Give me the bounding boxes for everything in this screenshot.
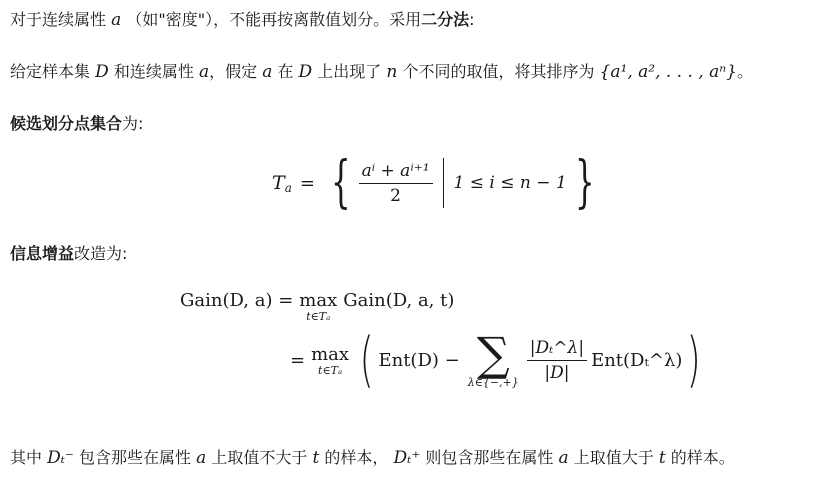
operator-sum: ∑ λ∈{−,+} xyxy=(467,327,519,389)
text: （如"密度"），不能再按离散值划分。采用 xyxy=(126,10,422,29)
math-var-D: D xyxy=(298,62,313,82)
math-equals: = xyxy=(290,349,306,371)
math-entropy: Ent(D) − xyxy=(378,349,460,371)
text: 。 xyxy=(736,62,753,81)
math-var-a: a xyxy=(196,448,207,468)
math-D-plus: Dₜ⁺ xyxy=(393,448,421,468)
paragraph-continuous-attribute xyxy=(10,8,474,32)
paragraph-candidate-points xyxy=(10,112,143,136)
math-gain-rhs: Gain(D, a, t) xyxy=(343,290,455,311)
fraction-midpoint xyxy=(359,161,433,206)
bold-term-info-gain: 信息增益 xyxy=(10,244,75,263)
math-var-t: t xyxy=(312,448,320,468)
max-subscript: t∈Tₐ xyxy=(318,363,343,377)
math-var-t: t xyxy=(658,448,666,468)
equation-gain-line1 xyxy=(180,290,454,323)
bold-term-candidate-set: 候选划分点集合 xyxy=(10,114,123,133)
text: 的样本， xyxy=(324,448,389,467)
fraction-denominator: |D| xyxy=(544,362,570,383)
fraction-numerator: aⁱ + aⁱ⁺¹ xyxy=(359,161,433,184)
text: 上出现了 xyxy=(317,62,382,81)
max-label: max xyxy=(311,343,350,365)
fraction-denominator: 2 xyxy=(390,185,401,206)
text: 的样本。 xyxy=(670,448,735,467)
text: 为: xyxy=(122,114,144,133)
math-D-minus: Dₜ⁻ xyxy=(47,448,74,468)
paragraph-info-gain xyxy=(10,242,127,266)
sum-subscript: λ∈{−,+} xyxy=(467,376,519,389)
text: 包含那些在属性 xyxy=(79,448,192,467)
text: ，假定 xyxy=(209,62,258,81)
math-gain-lhs: Gain(D, a) = xyxy=(180,290,294,311)
math-sorted-set: {a¹, a², . . . , aⁿ} xyxy=(599,62,737,82)
math-entropy-subset: Ent(Dₜ^λ) xyxy=(591,349,683,371)
math-var-a: a xyxy=(111,10,122,30)
max-subscript: t∈Tₐ xyxy=(306,310,331,323)
text: 上取值大于 xyxy=(573,448,654,467)
fraction-numerator: |Dₜ^λ| xyxy=(527,338,587,361)
equation-candidate-set: T a = { $\frac{\text{aⁱ + aⁱ⁺¹}}{2}$ 1 ≤ i ≤ n − 1 } xyxy=(272,150,595,215)
text: 上取值不大于 xyxy=(211,448,308,467)
operator-max xyxy=(299,290,337,323)
text: 个不同的取值，将其排序为 xyxy=(402,62,595,81)
paragraph-sample-set xyxy=(10,60,753,84)
text: 和连续属性 xyxy=(113,62,194,81)
math-T: T xyxy=(272,172,285,194)
text: : xyxy=(469,10,475,29)
bold-term-bisection: 二分法 xyxy=(421,10,470,29)
text: 给定样本集 xyxy=(10,62,91,81)
text: 对于连续属性 xyxy=(10,10,107,29)
text: 则包含那些在属性 xyxy=(425,448,554,467)
fraction-weight xyxy=(527,338,587,383)
text: 改造为: xyxy=(74,244,128,263)
operator-max xyxy=(311,344,349,377)
math-var-a: a xyxy=(198,62,210,82)
math-condition: 1 ≤ i ≤ n − 1 xyxy=(453,173,567,193)
paragraph-definitions xyxy=(10,446,735,470)
math-var-n: n xyxy=(386,62,398,82)
text: 在 xyxy=(277,62,294,81)
equation-gain-line2: = max t∈Tₐ ( Ent(D) − ∑ λ∈{−,+} $\frac{\text{|Dₜ\textasciicircum{}λ|}}{|D|}$ Ent(Dₜ^λ) ) xyxy=(290,325,702,395)
math-var-a: a xyxy=(262,62,273,82)
max-label: max xyxy=(299,290,338,311)
text: 其中 xyxy=(10,448,43,467)
math-var-a: a xyxy=(558,448,569,468)
math-var-D: D xyxy=(95,62,109,82)
